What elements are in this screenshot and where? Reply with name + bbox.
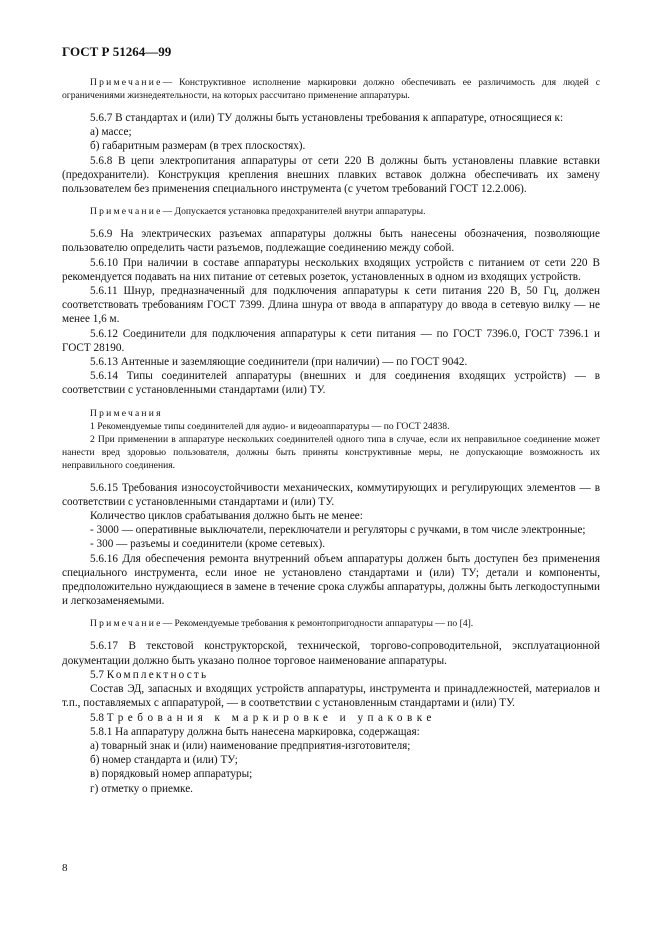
list-item: в) порядковый номер аппаратуры; xyxy=(90,768,253,781)
page-number: 8 xyxy=(62,862,68,874)
document-body xyxy=(62,76,600,796)
note-text: — Конструктивное исполнение маркировки должно обеспечивать ее различимость для людей с ограничениями жизнедеятельности, на которых рассчитано применение аппаратуры. xyxy=(62,77,600,101)
paragraph-5-8-1: 5.8.1 На аппаратуру должна быть нанесена маркировка, содержащая: xyxy=(90,725,420,738)
paragraph-5-6-14: 5.6.14 Типы соединителей аппаратуры (внешних и для соединения входящих устройств) — в соответствии с установленными стандартами (или) ТУ. xyxy=(62,370,600,397)
note-label: Примечание xyxy=(90,206,163,218)
paragraph-5-6-15: 5.6.15 Требования износоустойчивости механических, коммутирующих и регулирующих элементов — в соответствии с установленными стандартами и (или) ТУ. xyxy=(62,481,600,508)
paragraph-5-6-9: 5.6.9 На электрических разъемах аппаратуры должны быть нанесены обозначения, позволяющие пользователю определить части разъемов, подлежащие соединению между собой. xyxy=(62,228,600,255)
list-item: б) номер стандарта и (или) ТУ; xyxy=(90,754,238,767)
note-item: 2 При применении в аппаратуре нескольких соединителей одного типа в случае, если их неправильное соединение может нанести вред здоровью пользователя, должны быть приняты конструктивные меры, не допускающие возможность их неправильного соединения. xyxy=(62,433,600,471)
paragraph-5-6-8: 5.6.8 В цепи электропитания аппаратуры от сети 220 В должны быть установлены плавкие вставки (предохранители). Конструкция крепления внешних плавких вставок должна обеспечивать их замену пользователем без применения специального инструмента (с учетом требований ГОСТ 12.2.006). xyxy=(62,154,600,196)
paragraph-5-6-17: 5.6.17 В текстовой конструкторской, технической, торгово-сопроводительной, эксплуатационной документации должно быть указано полное торговое наименование аппаратуры. xyxy=(62,640,600,667)
document-header: ГОСТ Р 51264—99 xyxy=(62,44,172,59)
note-fuses xyxy=(62,205,600,218)
paragraph-5-6-11: 5.6.11 Шнур, предназначенный для подключения аппаратуры к сети питания 220 В, 50 Гц, должен соответствовать требованиям ГОСТ 7399. Длина шнура от ввода в аппаратуру до ввода в сетевую вилку — не менее 1,6 м. xyxy=(62,285,600,326)
notes-label: Примечания xyxy=(90,407,163,419)
paragraph-5-6-12: 5.6.12 Соединители для подключения аппаратуры к сети питания — по ГОСТ 7396.0, ГОСТ 7396.1 и ГОСТ 28190. xyxy=(62,327,600,354)
paragraph-5-6-13: 5.6.13 Антенные и заземляющие соединители (при наличии) — по ГОСТ 9042. xyxy=(90,356,468,369)
note-label: Примечание xyxy=(90,618,163,630)
list-item: - 3000 — оперативные выключатели, переключатели и регуляторы с ручками, в том числе электронные; xyxy=(90,524,586,537)
list-item: б) габаритным размерам (в трех плоскостях). xyxy=(90,140,306,153)
note-label: Примечание xyxy=(90,77,163,88)
note-text: — Рекомендуемые требования к ремонтопригодности аппаратуры — по [4]. xyxy=(162,618,474,630)
list-item: а) товарный знак и (или) наименование предприятия-изготовителя; xyxy=(90,739,411,752)
paragraph-5-6-7: 5.6.7 В стандартах и (или) ТУ должны быть установлены требования к аппаратуре, относящиеся к: xyxy=(90,112,564,124)
note-repair xyxy=(62,617,600,630)
list-item: а) массе; xyxy=(90,126,132,139)
section-title: Требования к маркировке и упаковке xyxy=(106,711,436,724)
section-number: 5.7 xyxy=(90,668,104,681)
paragraph-5-7: Состав ЭД, запасных и входящих устройств аппаратуры, инструмента и принадлежностей, материалов и т.п., поставляемых с аппаратурой, — в соответствии с установленным стандартами и (или) ТУ. xyxy=(62,683,600,710)
list-item: г) отметку о приемке. xyxy=(90,782,193,795)
note-marking xyxy=(62,76,600,102)
section-heading-5-7 xyxy=(62,668,600,682)
list-item: - 300 — разъемы и соединители (кроме сетевых). xyxy=(90,538,326,551)
note-item: 1 Рекомендуемые типы соединителей для аудио- и видеоаппаратуры — по ГОСТ 24838. xyxy=(90,420,450,432)
note-text: — Допускается установка предохранителей внутри аппаратуры. xyxy=(162,206,426,218)
section-heading-5-8 xyxy=(62,711,600,725)
section-number: 5.8 xyxy=(90,711,104,724)
paragraph-5-6-16: 5.6.16 Для обеспечения ремонта внутренний объем аппаратуры должен быть доступен без применения специального инструмента, если иное не установлено стандартами и (или) ТУ; детали и компоненты, предположительно нуждающиеся в замене в течение срока службы аппаратуры, должны быть легкодоступными и легкозаменяемыми. xyxy=(62,552,600,608)
section-title: Комплектность xyxy=(106,668,209,681)
paragraph-5-6-10: 5.6.10 При наличии в составе аппаратуры нескольких входящих устройств с питанием от сети 220 В рекомендуется подавать на них питание от сетевых розеток, установленных в одном из входящих устройств. xyxy=(62,256,600,283)
paragraph-cycles: Количество циклов срабатывания должно быть не менее: xyxy=(90,510,363,523)
